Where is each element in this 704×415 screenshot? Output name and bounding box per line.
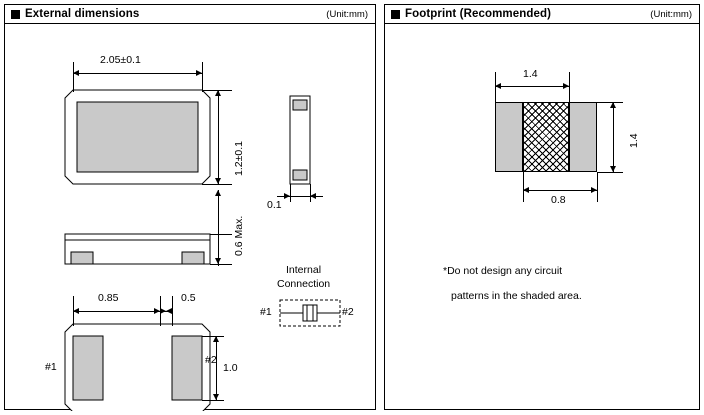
ext-width-ext-line-right bbox=[202, 62, 203, 92]
footprint-drawing bbox=[385, 24, 699, 409]
fp-bottom-arrow-left bbox=[523, 187, 529, 193]
panel-title-footprint: Footprint (Recommended) bbox=[405, 8, 552, 20]
fp-dim-right-label: 1.4 bbox=[628, 133, 640, 148]
fp-bottom-dim-line bbox=[523, 190, 597, 191]
ext-thick-arrow-in-left bbox=[284, 193, 290, 199]
ext-width-arrow-right bbox=[196, 70, 202, 76]
ext-max-height-label: 0.6 Max. bbox=[233, 215, 245, 256]
ext-height-arrow-up bbox=[215, 90, 221, 96]
fp-right-arrow-down bbox=[610, 166, 616, 172]
ext-height-label: 1.2±0.1 bbox=[233, 141, 245, 176]
ext-pad-width-label: 0.85 bbox=[98, 292, 119, 304]
pad-2-label: #2 bbox=[205, 354, 217, 366]
ext-width-dim-line bbox=[73, 73, 202, 74]
pad-1-label: #1 bbox=[45, 361, 57, 373]
fp-top-arrow-left bbox=[495, 83, 501, 89]
panel-title-external: External dimensions bbox=[25, 8, 140, 20]
footprint-shaded-area bbox=[523, 102, 569, 172]
ext-thickness-label: 0.1 bbox=[267, 199, 282, 211]
panel-unit-footprint: (Unit:mm) bbox=[650, 9, 692, 20]
external-drawings bbox=[5, 24, 375, 409]
fp-dim-bottom-label: 0.8 bbox=[551, 194, 566, 206]
ext-gap-arrow-right bbox=[166, 308, 172, 314]
internal-connection-title-line2: Connection bbox=[277, 278, 331, 290]
footprint-note-line2: patterns in the shaded area. bbox=[451, 290, 582, 302]
footprint-pad-left bbox=[495, 102, 523, 172]
ext-height-dim-line bbox=[218, 90, 219, 184]
ext-width-label: 2.05±0.1 bbox=[100, 54, 141, 66]
fp-top-dim-line bbox=[495, 86, 569, 87]
ext-padh-dim-line bbox=[216, 336, 217, 400]
ext-pad-dim-line bbox=[73, 311, 160, 312]
footprint-pad-right bbox=[569, 102, 597, 172]
top-view-outline bbox=[5, 24, 377, 411]
ext-padh-arrow-up bbox=[213, 336, 219, 342]
ext-width-arrow-left bbox=[73, 70, 79, 76]
internal-pin1-label: #1 bbox=[260, 306, 272, 318]
panel-unit-external: (Unit:mm) bbox=[326, 9, 368, 20]
panel-header-external bbox=[5, 5, 375, 24]
ext-height-ext-line-bottom bbox=[202, 184, 232, 185]
footprint-note-line1: *Do not design any circuit bbox=[443, 265, 563, 277]
ext-gap-ext-right bbox=[172, 296, 173, 326]
internal-pin2-label: #2 bbox=[342, 306, 354, 318]
fp-right-dim-line bbox=[613, 102, 614, 172]
ext-padh-arrow-down bbox=[213, 394, 219, 400]
ext-maxh-arrow-down bbox=[215, 258, 221, 264]
ext-maxh-ext-bottom bbox=[210, 264, 232, 265]
panel-header-footprint bbox=[385, 5, 699, 24]
ext-maxh-arrow-up bbox=[215, 190, 221, 196]
ext-maxh-ext-top bbox=[210, 234, 232, 235]
ext-pad-gap-label: 0.5 bbox=[181, 292, 196, 304]
ext-padh-ext-bottom bbox=[202, 400, 224, 401]
internal-connection-title-line1: Internal bbox=[286, 264, 322, 276]
panel-footprint bbox=[384, 4, 700, 410]
ext-pad-arrow-left bbox=[73, 308, 79, 314]
fp-dim-top-label: 1.4 bbox=[523, 68, 538, 80]
fp-bottom-arrow-right bbox=[591, 187, 597, 193]
fp-bottom-ext-right bbox=[597, 172, 598, 202]
ext-height-arrow-down bbox=[215, 178, 221, 184]
fp-right-arrow-up bbox=[610, 102, 616, 108]
ext-pad-height-label: 1.0 bbox=[223, 362, 238, 374]
header-marker-icon bbox=[11, 10, 20, 19]
fp-top-ext-right bbox=[569, 72, 570, 102]
header-marker-icon-2 bbox=[391, 10, 400, 19]
panel-external-dimensions bbox=[4, 4, 376, 410]
ext-thick-ext-left bbox=[290, 184, 291, 202]
fp-top-arrow-right bbox=[563, 83, 569, 89]
ext-maxh-dim-line bbox=[218, 190, 219, 266]
fp-right-ext-bottom bbox=[597, 172, 623, 173]
ext-width-ext-line-left bbox=[73, 62, 74, 92]
ext-thick-arrow-in-right bbox=[310, 193, 316, 199]
